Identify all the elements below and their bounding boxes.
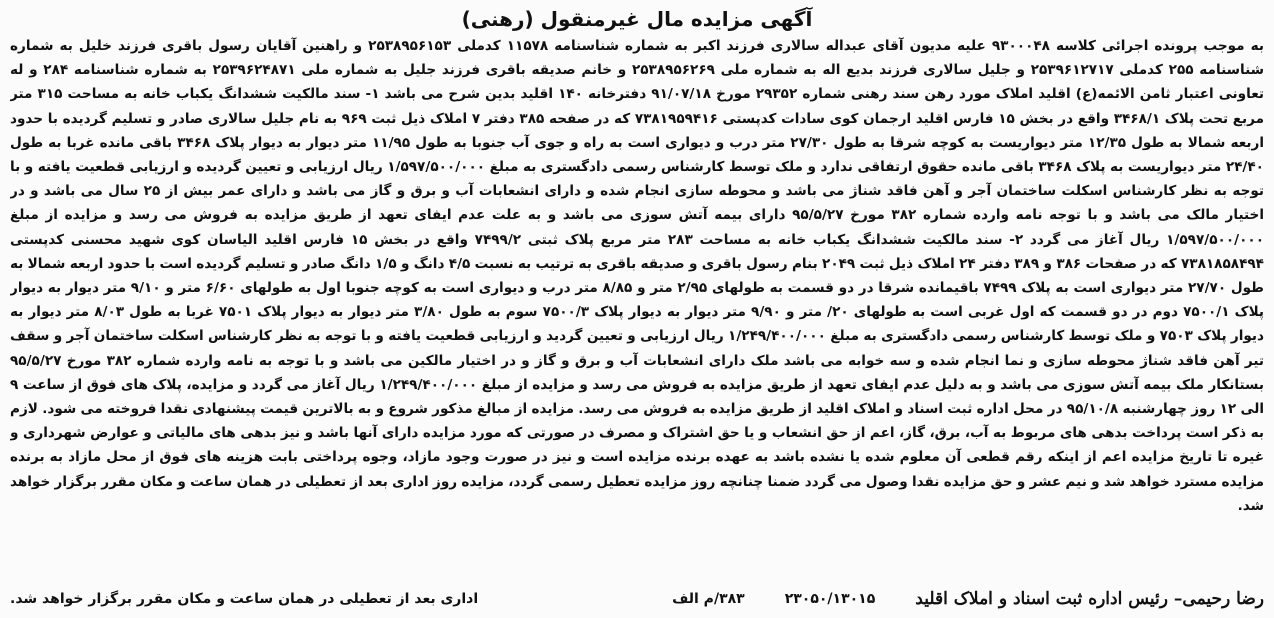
notice-title: آگهی مزایده مال غیرمنقول (رهنی) bbox=[461, 7, 813, 31]
notice-footer bbox=[10, 584, 1264, 614]
closing-text: اداری بعد از تعطیلی در همان ساعت و مکان مقرر برگزار خواهد شد. bbox=[10, 591, 479, 607]
signature: رضا رحیمی– رئیس اداره ثبت اسناد و املاک اقلید bbox=[915, 589, 1264, 609]
notice-reference: ۳۸۳/م الف bbox=[672, 591, 745, 607]
notice-code: ۲۳۰۵۰/۱۳۰۱۵ bbox=[784, 591, 876, 607]
notice-body: به موجب پرونده اجرائی کلاسه ۹۳۰۰۰۴۸ علیه مدیون آقای عبداله سالاری فرزند اکبر به شماره شناسنامه ۱۱۵۷۸ کدملی ۲۵۳۸۹۵۶۱۵۳ و راهنین آقایان رسول باقری فرزند خلیل به شماره شناسنامه ۲۵۵ کدملی ۲۵۳۹۶۱۲۷۱۷ و جلیل سالاری فرزند بدیع اله به شماره ملی ۲۵۳۸۹۵۶۲۶۹ و خانم صدیقه باقری فرزند جلیل به شماره ملی ۲۵۳۹۶۲۴۸۷۱ به شماره شناسنامه ۲۸۴ و له تعاونی اعتبار ثامن الائمه(ع) اقلید املاک مورد رهن سند رهنی شماره ۲۹۳۵۲ مورخ ۹۱/۰۷/۱۸ دفترخانه ۱۴۰ اقلید بدین شرح می باشد ۱- سند مالکیت ششدانگ یکباب خانه به مساحت ۳۱۵ متر مربع تحت پلاک ۳۴۶۸/۱ واقع در بخش ۱۵ فارس اقلید ارجمان کوی سادات کدپستی ۷۳۸۱۹۵۹۴۱۶ که در صفحه ۳۸۵ دفتر ۷ املاک ذیل ثبت ۹۶۹ به نام جلیل سالاری صادر و تسلیم گردیده با حدود اربعه شمالا به طول ۱۲/۳۵ متر دیواریست به کوچه شرقا به طول ۲۷/۳۰ متر درب و دیواری است به راه و جوی آب جنوبا به طول ۱۱/۹۵ متر دیوار به دیوار پلاک ۳۴۶۸ باقی مانده غربا به طول ۲۴/۴۰ متر دیواریست به پلاک ۳۴۶۸ باقی مانده حقوق ارتفاقی ندارد و ملک توسط کارشناس رسمی دادگستری به مبلغ ۱/۵۹۷/۵۰۰/۰۰۰ ریال ارزیابی و تعیین گردیده و ارزیابی قطعیت یافته و با توجه به نظر کارشناس اسکلت ساختمان آجر و آهن فاقد شناژ می باشد و محوطه سازی انجام شده و دارای انشعابات آب و برق و گاز می باشد و دارای عمر بیش از ۲۵ سال می باشد و در اختیار مالک می باشد و با توجه نامه وارده شماره ۳۸۲ مورخ ۹۵/۵/۲۷ دارای بیمه آتش سوزی می باشد و به علت عدم ایفای تعهد از طریق مزایده به فروش می رسد و مزایده از مبلغ ۱/۵۹۷/۵۰۰/۰۰۰ ریال آغاز می گردد ۲- سند مالکیت ششدانگ یکباب خانه به مساحت ۲۸۳ متر مربع پلاک ثبتی ۷۴۹۹/۲ واقع در بخش ۱۵ فارس اقلید الیاسان کوی شهید محسنی کدپستی ۷۳۸۱۸۵۸۴۹۴ که در صفحات ۳۸۶ و ۳۸۹ دفتر ۲۴ املاک ذیل ثبت ۲۰۴۹ بنام رسول باقری و صدیقه باقری به ترتیب به نسبت ۴/۵ دانگ و ۱/۵ دانگ صادر و تسلیم گردیده است با حدود اربعه شمالا به طول ۲۷/۷۰ متر دیواری است به پلاک ۷۴۹۹ باقیمانده شرقا در دو قسمت به طولهای ۲/۹۵ متر و ۸/۸۵ متر درب و دیواری است به کوچه جنوبا اول به طولهای ۶/۶۰ متر و ۹/۱۰ متر دیوار به دیوار پلاک ۷۵۰۰/۱ دوم در دو قسمت که اول غربی است به طولهای ۲۰/ متر و ۹/۹۰ متر دیوار به دیوار پلاک ۷۵۰۰/۳ سوم به طول ۳/۸۰ متر دیوار به دیوار پلاک ۷۵۰۱ غربا به طول ۸/۰۳ متر دیوار به دیوار پلاک ۷۵۰۳ و ملک توسط کارشناس رسمی دادگستری به مبلغ ۱/۲۴۹/۴۰۰/۰۰۰ ریال ارزیابی و تعیین گردید و ارزیابی قطعیت یافته و با توجه به نظر کارشناس اسکلت ساختمان آجر و سقف تیر آهن فاقد شناژ محوطه سازی و نما انجام شده و سه خوابه می باشد ملک دارای انشعابات آب و برق و گاز و در اختیار مالکین می باشد و با توجه به نامه وارده شماره ۳۸۲ مورخ ۹۵/۵/۲۷ بستانکار ملک بیمه آتش سوزی می باشد و به دلیل عدم ایفای تعهد از طریق مزایده به فروش می رسد و مزایده از مبلغ ۱/۲۴۹/۴۰۰/۰۰۰ ریال آغاز می گردد و مزایده، پلاک های فوق از ساعت ۹ الی ۱۲ روز چهارشنبه ۹۵/۱۰/۸ در محل اداره ثبت اسناد و املاک اقلید از طریق مزایده به فروش می رسد. مزایده از مبالغ مذکور شروع و به بالاترین قیمت پیشنهادی نقدا فروخته می شود. لازم به ذکر است پرداخت بدهی های مربوط به آب، برق، گاز، اعم از حق انشعاب و یا حق اشتراک و مصرف در صورتی که مورد مزایده دارای آنها باشد و نیز بدهی های مالیاتی و عوارض شهرداری و غیره تا تاریخ مزایده اعم از اینکه رقم قطعی آن معلوم شده یا نشده باشد به عهده برنده مزایده است و نیز در صورت وجود مازاد، وجوه پرداختی بابت هزینه های فوق از محل مازاد به برنده مزایده مسترد خواهد شد و نیم عشر و حق مزایده نقدا وصول می گردد ضمنا چنانچه روز مزایده تعطیل رسمی گردد، مزایده روز اداری بعد از تعطیلی در همان ساعت و مکان مقرر برگزار خواهد شد. bbox=[10, 38, 1264, 514]
